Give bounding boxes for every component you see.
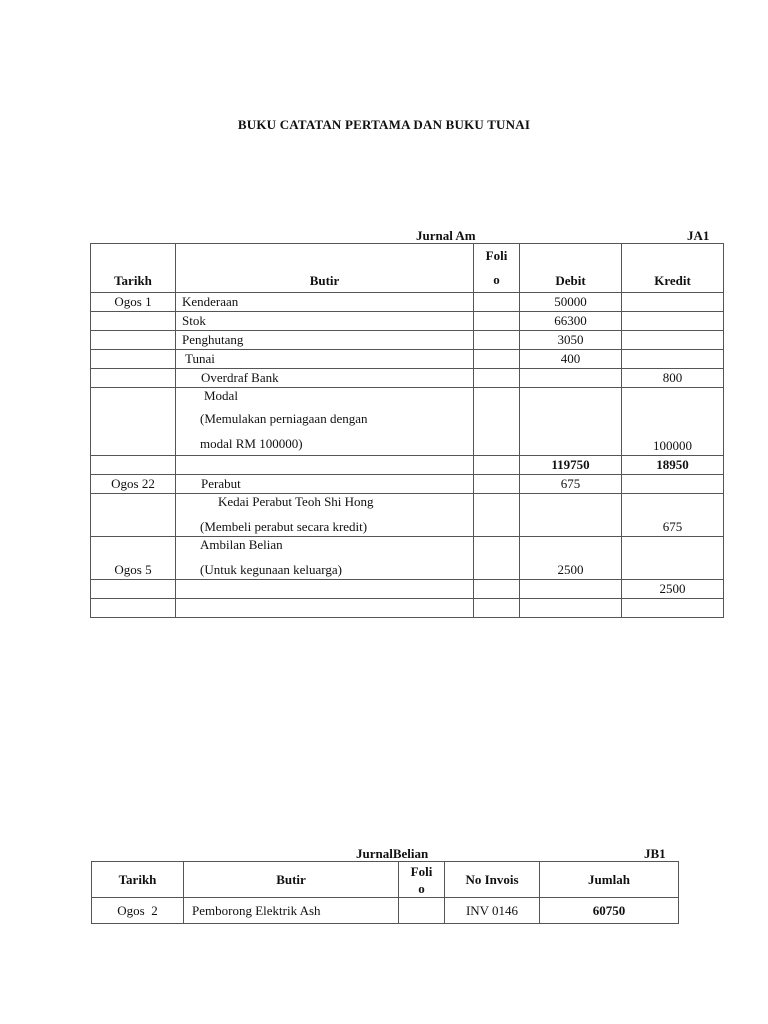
table-row-total bbox=[91, 456, 724, 475]
cell-debit: 3050 bbox=[520, 331, 622, 350]
header-debit: Debit bbox=[520, 244, 622, 293]
cell-kredit: 100000 bbox=[622, 388, 724, 456]
cell-debit bbox=[520, 494, 622, 537]
cell-tarikh bbox=[91, 580, 176, 599]
table-row bbox=[92, 898, 679, 924]
cell-kredit: 2500 bbox=[622, 580, 724, 599]
cell-kredit bbox=[622, 293, 724, 312]
cell-kredit bbox=[622, 331, 724, 350]
cell-butir: Penghutang bbox=[176, 331, 474, 350]
cell-butir: Stok bbox=[176, 312, 474, 331]
header-tarikh: Tarikh bbox=[91, 244, 176, 293]
cell-kredit-total: 18950 bbox=[622, 456, 724, 475]
cell-folio bbox=[474, 494, 520, 537]
cell-folio bbox=[474, 331, 520, 350]
cell-folio bbox=[474, 388, 520, 456]
cell-kredit: 800 bbox=[622, 369, 724, 388]
header-tarikh: Tarikh bbox=[92, 862, 184, 898]
header-folio bbox=[399, 862, 445, 898]
cell-butir bbox=[176, 494, 474, 537]
cell-tarikh bbox=[91, 494, 176, 537]
header-folio-line-2: o bbox=[493, 272, 500, 287]
jurnal-am-table bbox=[90, 243, 724, 618]
table-row bbox=[91, 331, 724, 350]
header-no-invois: No Invois bbox=[445, 862, 540, 898]
cell-folio bbox=[474, 350, 520, 369]
jurnal-am-code: JA1 bbox=[687, 228, 710, 243]
cell-tarikh bbox=[91, 388, 176, 456]
cell-kredit bbox=[622, 475, 724, 494]
jurnal-belian-table bbox=[91, 861, 679, 924]
table-row bbox=[91, 475, 724, 494]
cell-butir-line-2: (Untuk kegunaan keluarga) bbox=[200, 562, 342, 577]
cell-folio bbox=[474, 456, 520, 475]
cell-tarikh bbox=[91, 312, 176, 331]
cell-tarikh bbox=[91, 599, 176, 618]
cell-butir-line-1: Modal bbox=[204, 388, 238, 403]
jurnal-belian-code: JB1 bbox=[644, 846, 666, 861]
cell-kredit bbox=[622, 350, 724, 369]
header-butir: Butir bbox=[176, 244, 474, 293]
cell-butir: Pemborong Elektrik Ash bbox=[184, 898, 399, 924]
cell-no-invois: INV 0146 bbox=[445, 898, 540, 924]
header-butir: Butir bbox=[184, 862, 399, 898]
cell-tarikh bbox=[91, 350, 176, 369]
cell-tarikh: Ogos 1 bbox=[91, 293, 176, 312]
cell-tarikh bbox=[91, 369, 176, 388]
cell-debit: 50000 bbox=[520, 293, 622, 312]
header-folio-line-1: Foli bbox=[410, 863, 433, 879]
cell-jumlah: 60750 bbox=[540, 898, 679, 924]
jurnal-am-title: Jurnal Am bbox=[416, 228, 476, 243]
cell-debit bbox=[520, 599, 622, 618]
cell-tarikh: Ogos 2 bbox=[92, 898, 184, 924]
cell-debit: 66300 bbox=[520, 312, 622, 331]
cell-butir: Overdraf Bank bbox=[176, 369, 474, 388]
table-header-row bbox=[91, 244, 724, 293]
cell-butir bbox=[176, 388, 474, 456]
table-row bbox=[91, 599, 724, 618]
cell-kredit bbox=[622, 537, 724, 580]
table-row bbox=[91, 580, 724, 599]
cell-butir: Tunai bbox=[176, 350, 474, 369]
cell-tarikh bbox=[91, 456, 176, 475]
header-folio bbox=[474, 244, 520, 293]
cell-butir: Kenderaan bbox=[176, 293, 474, 312]
cell-folio bbox=[474, 369, 520, 388]
cell-butir-line-1: Ambilan Belian bbox=[200, 537, 283, 552]
header-jumlah: Jumlah bbox=[540, 862, 679, 898]
cell-tarikh: Ogos 5 bbox=[91, 537, 176, 580]
table-header-row bbox=[92, 862, 679, 898]
cell-butir-line-2: (Membeli perabut secara kredit) bbox=[200, 519, 368, 534]
table-row bbox=[91, 494, 724, 537]
cell-butir-line-1: Kedai Perabut Teoh Shi Hong bbox=[218, 494, 374, 509]
cell-folio bbox=[474, 537, 520, 580]
cell-debit bbox=[520, 369, 622, 388]
cell-butir bbox=[176, 537, 474, 580]
page-title: BUKU CATATAN PERTAMA DAN BUKU TUNAI bbox=[237, 117, 531, 132]
cell-tarikh bbox=[91, 331, 176, 350]
cell-debit: 675 bbox=[520, 475, 622, 494]
cell-tarikh: Ogos 22 bbox=[91, 475, 176, 494]
table-row bbox=[91, 312, 724, 331]
table-row bbox=[91, 350, 724, 369]
cell-kredit bbox=[622, 312, 724, 331]
header-folio-line-1: Foli bbox=[485, 248, 508, 263]
jurnal-belian-title: JurnalBelian bbox=[356, 846, 429, 861]
cell-folio bbox=[474, 580, 520, 599]
cell-folio bbox=[474, 599, 520, 618]
cell-debit: 2500 bbox=[520, 537, 622, 580]
table-row bbox=[91, 388, 724, 456]
cell-debit bbox=[520, 580, 622, 599]
header-folio-line-2: o bbox=[418, 880, 425, 896]
cell-debit: 400 bbox=[520, 350, 622, 369]
header-kredit: Kredit bbox=[622, 244, 724, 293]
cell-kredit bbox=[622, 599, 724, 618]
cell-butir bbox=[176, 599, 474, 618]
cell-folio bbox=[474, 475, 520, 494]
cell-debit bbox=[520, 388, 622, 456]
cell-folio bbox=[474, 293, 520, 312]
table-row bbox=[91, 293, 724, 312]
table-row bbox=[91, 369, 724, 388]
cell-butir-line-3: modal RM 100000) bbox=[200, 436, 303, 451]
cell-butir: Perabut bbox=[176, 475, 474, 494]
cell-butir bbox=[176, 456, 474, 475]
cell-folio bbox=[399, 898, 445, 924]
table-row bbox=[91, 537, 724, 580]
cell-folio bbox=[474, 312, 520, 331]
cell-butir bbox=[176, 580, 474, 599]
cell-debit-total: 119750 bbox=[520, 456, 622, 475]
cell-kredit: 675 bbox=[622, 494, 724, 537]
cell-butir-line-2: (Memulakan perniagaan dengan bbox=[200, 411, 368, 426]
